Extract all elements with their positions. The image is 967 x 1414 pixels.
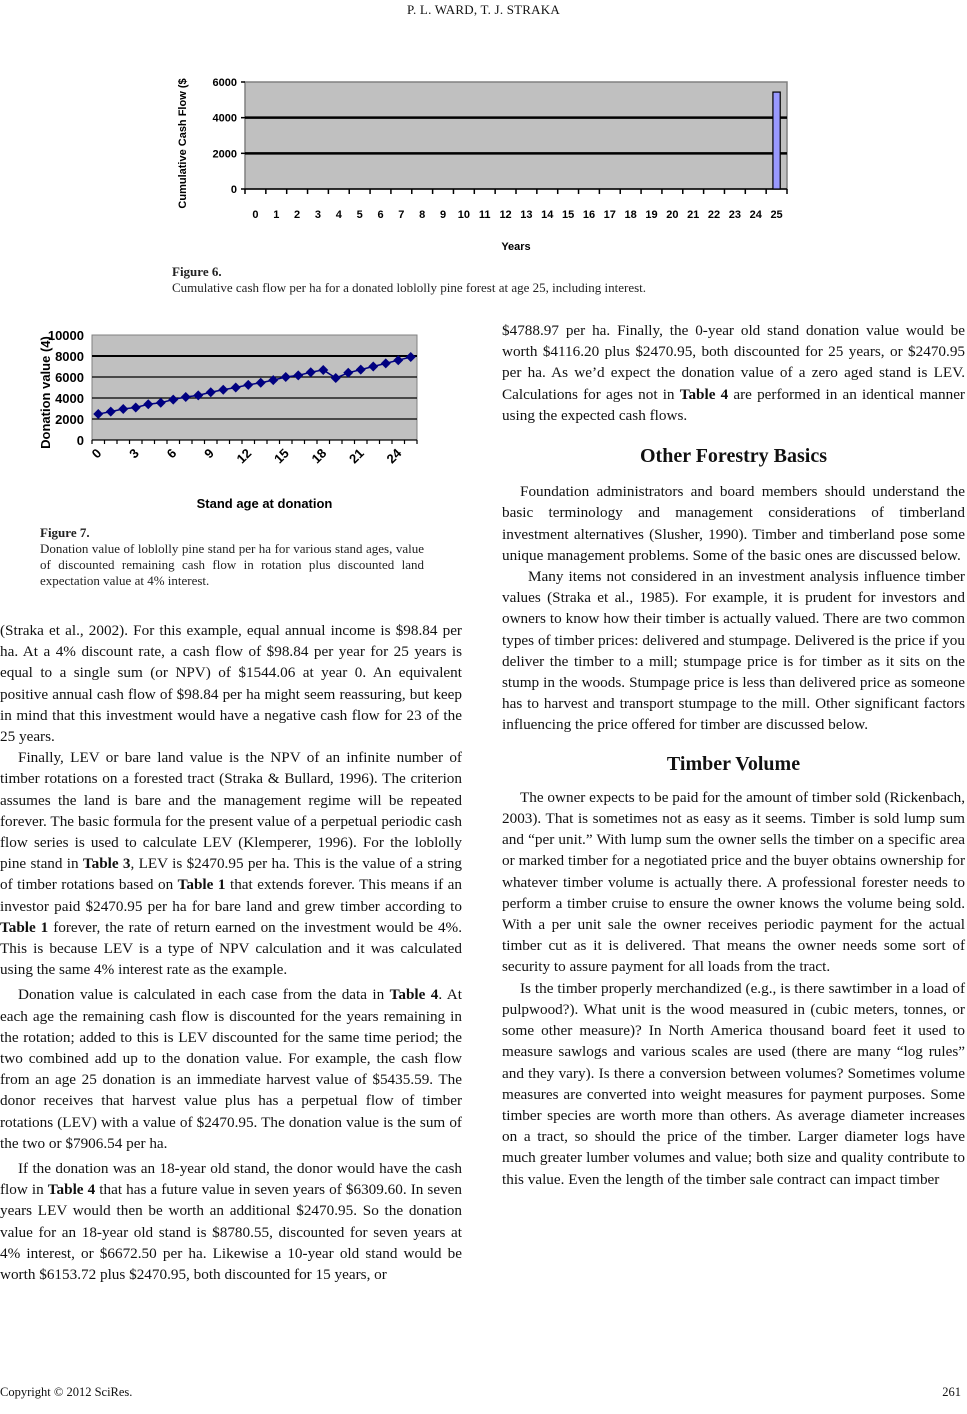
y-axis-title: Donation value (4)	[38, 336, 53, 449]
x-tick-label: 15	[561, 209, 575, 221]
section-heading-other-forestry-basics: Other Forestry Basics	[639, 445, 827, 468]
y-tick-label: 0	[76, 433, 84, 448]
x-tick-label: 6	[377, 209, 384, 221]
copyright-notice: Copyright © 2012 SciRes.	[0, 1385, 133, 1399]
figure-7-label: Figure 7.	[40, 525, 90, 540]
left-column	[0, 620, 462, 1285]
y-tick-label: 2000	[212, 148, 237, 161]
x-tick-label: 3	[314, 209, 322, 221]
right-column	[502, 320, 965, 1190]
page-number: 261	[942, 1385, 961, 1399]
y-tick-label: 4000	[55, 391, 84, 406]
y-tick-label: 10000	[47, 328, 84, 343]
figure-7-caption-text: Donation value of loblolly pine stand per ha for various stand ages, value of discounted remaining cash flow in rotation plus discounted land expectation value at 4% interest.	[40, 541, 424, 588]
x-tick-label: 21	[687, 209, 700, 221]
text-run: forever, the rate of return earned on the investment would be 4%. This is because LEV is a type of NPV calculation and it was calculated using the same 4% interest rate as the example.	[0, 918, 462, 979]
paragraph: (Straka et al., 2002). For this example, equal annual income is $98.84 per ha. At a 4% discount rate, a cash flow of $98.84 per year for 25 years is equal to a single sum (or NPV) of $1544.06 at year 0. An equivalent positive annual cash flow of $98.84 per ha might seem reassuring, but keep in mind that this investment would have a negative cash flow for 23 of the 25 years.	[0, 622, 462, 746]
x-tick-label: 0	[252, 209, 259, 221]
x-tick-label: 12	[233, 445, 255, 467]
text-run: are performed in an identical manner using the expected cash flows.	[502, 385, 965, 424]
figure-7-chart	[30, 318, 440, 518]
x-tick-label: 1	[273, 209, 280, 221]
x-tick-label: 3	[126, 445, 142, 462]
x-tick-label: 11	[478, 209, 491, 221]
x-axis-title: Stand age at donation	[196, 496, 333, 511]
paragraph	[0, 747, 462, 980]
section-heading-timber-volume: Timber Volume	[666, 752, 801, 775]
y-tick-label: 0	[230, 184, 237, 196]
x-tick-label: 18	[308, 445, 330, 467]
x-tick-label: 22	[707, 209, 721, 221]
figure-7-caption	[40, 525, 424, 589]
x-tick-label: 12	[499, 209, 512, 221]
paragraph	[502, 320, 965, 426]
text-run: . At each age the remaining cash flow is discounted for the years remaining in the rotation; added to this is LEV discounted for the same time period; the two combined add up to the donation value. For example, the cash flow from an age 25 donation is an immediate harvest value of $5435.59. The donor receives that harvest value plus has a perpetual flow of timber rotations (LEV) with a value of $2470.95. The donation value is the sum of the two or $7906.54 per ha.	[0, 986, 462, 1152]
x-tick-label: 4	[335, 209, 342, 221]
x-tick-label: 10	[457, 209, 471, 221]
x-tick-label: 15	[271, 445, 292, 467]
figure-6-caption	[172, 264, 772, 296]
x-tick-label: 7	[398, 209, 405, 221]
x-tick-label: 20	[666, 209, 679, 221]
x-tick-label: 25	[770, 209, 783, 221]
x-tick-label: 17	[603, 209, 616, 221]
y-tick-label: 4000	[212, 112, 237, 125]
x-tick-label: 24	[383, 445, 405, 467]
x-tick-label: 8	[419, 209, 426, 221]
table-ref: Table 4	[679, 385, 729, 403]
y-tick-label: 8000	[55, 349, 84, 364]
paragraph: Foundation administrators and board members should understand the basic terminology and management considerations of timberland investment alternatives (Slusher, 1990). Timber and timberland pose some unique management problems. Some of the basic ones are discussed below.	[502, 483, 965, 564]
y-tick-label: 6000	[55, 370, 84, 385]
text-run: Donation value is calculated in each case from the data in	[18, 986, 390, 1004]
x-tick-label: 2	[294, 209, 301, 221]
figure-6-chart	[170, 60, 800, 260]
x-axis-title: Years	[501, 241, 531, 253]
text-run: that has a future value in seven years of $6309.60. In seven years LEV would then be worth an additional $2470.95. So the donation value for an 18-year old stand is $8780.55, discounted for seven years at 4% interest, or $6672.50 per ha. Likewise a 10-year old stand would be worth $6153.72 plus $2470.95, both discounted for 15 years, or	[0, 1181, 462, 1284]
bar	[773, 92, 780, 189]
x-tick-label: 23	[728, 209, 742, 221]
text-run: If the donation was an 18-year old stand, the donor would have the cash flow in	[0, 1160, 462, 1199]
paragraph: Many items not considered in an investment analysis influence timber values (Straka et al., 1985). For example, it is prudent for investors and owners to know how their timber is actually valued. There are two common types of timber prices: delivered and stumpage. Delivered is the price if you deliver the timber to a mill; stumpage price is for timber as it sits on the stump in the woods. Stumpage price is less than delivered price as someone has to harvest and transport stumpage to the mill. Other significant factors influencing the price offered for timber are discussed below.	[502, 568, 965, 734]
running-head: P. L. WARD, T. J. STRAKA	[407, 2, 560, 17]
y-tick-label: 6000	[212, 77, 237, 89]
plot-area	[245, 82, 787, 189]
paragraph: Is the timber properly merchandized (e.g., is there sawtimber in a load of pulpwood?). What unit is the wood measured in (cubic meters, tonnes, or some other measure)? In North America thousand board feet it used to measure sawlogs and various scales are used (there are many “log rules” and they vary). Is there a conversion between volumes? Sometimes volume measures are converted into weight measures for payment purposes. Some timber species are worth more than others. As average diameter increases on a tract, so should the price of the timber. Larger diameter logs have much greater lumber volumes and value; both size and quality contribute to this value. Even the length of the timber sale contract can impact timber	[502, 979, 965, 1188]
x-tick-label: 9	[201, 445, 217, 462]
table-ref: Table 1	[0, 918, 49, 936]
text-run: , LEV is $2470.95 per ha. This is the value of a string of timber rotations based on	[0, 855, 462, 894]
paragraph: The owner expects to be paid for the amount of timber sold (Rickenbach, 2003). That is sometimes not as easy as it seems. Timber is sold lump sum and “per unit.” With lump sum the owner sells the timber on a specific area or marked timber for a negotiated price and the buyer obtains ownership for whatever timber volume is actually there. A professional forester needs to perform a timber cruise to ensure the owner knows the volume being sold. With a per unit sale the owner receives periodic payment for the actual timber cut as it is delivered. That means the owner needs some sort of security to assure payment for all loads from the tract.	[502, 788, 965, 976]
x-tick-label: 21	[346, 445, 367, 467]
figure-6-label: Figure 6.	[172, 264, 222, 279]
x-tick-label: 13	[520, 209, 533, 221]
table-ref: Table 4	[47, 1181, 96, 1199]
x-tick-label: 6	[163, 445, 180, 462]
x-tick-label: 24	[749, 209, 762, 221]
x-tick-label: 18	[624, 209, 637, 221]
table-ref: Table 3	[82, 855, 131, 873]
table-ref: Table 4	[389, 986, 439, 1004]
x-tick-label: 5	[356, 209, 363, 221]
text-run: Finally, LEV or bare land value is the NPV of an infinite number of timber rotations on a forested tract (Straka & Bullard, 1996). The criterion assumes the land is bare and the management regime will be repeated forever. The basic formula for the present value of a perpetual periodic cash flow series is used to calculate LEV (Klemperer, 1996). For the loblolly pine stand in	[0, 749, 462, 873]
table-ref: Table 1	[177, 876, 226, 894]
plot-area	[92, 335, 417, 440]
y-tick-label: 2000	[55, 412, 84, 427]
x-tick-label: 16	[582, 209, 596, 221]
figure-6-caption-text: Cumulative cash flow per ha for a donated loblolly pine forest at age 25, including interest.	[172, 280, 647, 295]
x-tick-label: 0	[88, 445, 105, 462]
x-tick-label: 9	[439, 209, 447, 221]
paragraph	[0, 1158, 462, 1285]
x-tick-label: 14	[541, 209, 554, 221]
x-tick-label: 19	[645, 209, 658, 221]
text-run: $4788.97 per ha. Finally, the 0-year old stand donation value would be worth $4116.20 plus $2470.95, both discounted for 25 years, or $2470.95 per ha. As we’d expect the donation value of a zero aged stand is LEV. Calculations for ages not in	[502, 322, 965, 403]
paragraph	[0, 984, 462, 1154]
text-run: that extends forever. This means if an investor paid $2470.95 per ha for bare land and grew timber according to	[0, 876, 462, 915]
y-axis-title: Cumulative Cash Flow ($	[177, 78, 189, 209]
